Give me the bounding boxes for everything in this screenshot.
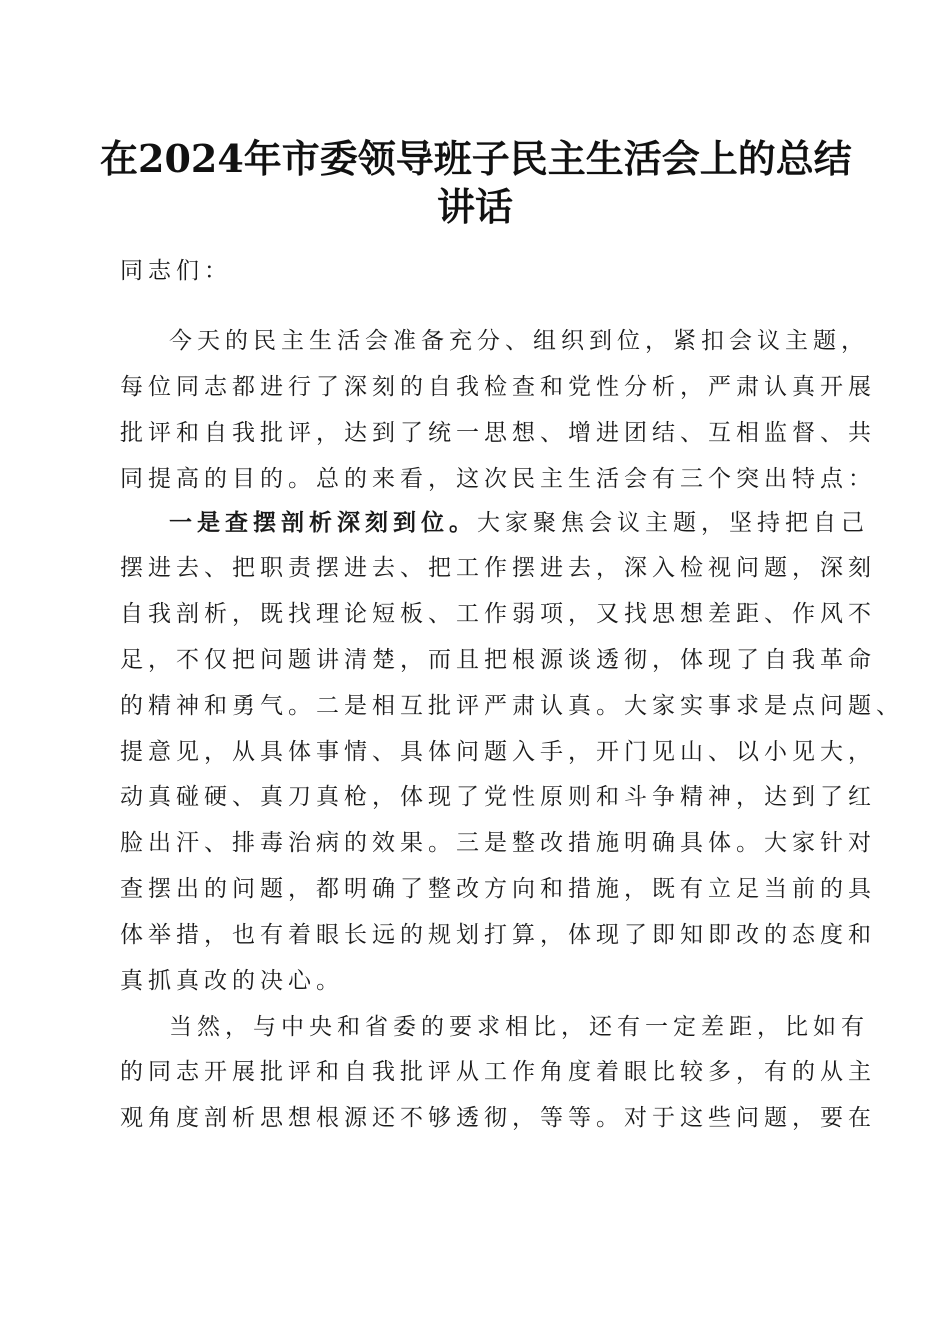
- paragraph-2-line: 大家聚焦会议主题，坚持把自己: [477, 510, 869, 536]
- paragraph-1-line: 今天的民主生活会准备充分、组织到位，紧扣会议主题，: [169, 328, 869, 354]
- paragraph-2-line: 提意见，从具体事情、具体问题入手，开门见山、以小见大，: [120, 739, 876, 765]
- paragraph-3-line: 当然，与中央和省委的要求相比，还有一定差距，比如有: [169, 1014, 869, 1040]
- paragraph-2-line: 脸出汗、排毒治病的效果。三是整改措施明确具体。大家针对: [120, 830, 876, 856]
- paragraph-3-line: 的同志开展批评和自我批评从工作角度着眼比较多，有的从主: [120, 1059, 876, 1085]
- paragraph-2-line: 的精神和勇气。二是相互批评严肃认真。大家实事求是点问题、: [120, 693, 904, 719]
- salutation: 同志们：: [120, 258, 232, 284]
- paragraph-1-line: 批评和自我批评，达到了统一思想、增进团结、互相监督、共: [120, 420, 876, 446]
- paragraph-2-line: 摆进去、把职责摆进去、把工作摆进去，深入检视问题，深刻: [120, 555, 876, 581]
- document-title-line-1: 在2024年市委领导班子民主生活会上的总结: [100, 136, 852, 181]
- paragraph-2-first-line: [169, 508, 869, 538]
- paragraph-2-line: 动真碰硬、真刀真枪，体现了党性原则和斗争精神，达到了红: [120, 784, 876, 810]
- paragraph-2-line: 自我剖析，既找理论短板、工作弱项，又找思想差距、作风不: [120, 601, 876, 627]
- document-title-line-2: 讲话: [436, 184, 513, 229]
- paragraph-2-line: 足，不仅把问题讲清楚，而且把根源谈透彻，体现了自我革命: [120, 647, 876, 673]
- paragraph-1-line: 同提高的目的。总的来看，这次民主生活会有三个突出特点：: [120, 466, 876, 492]
- paragraph-2-line: 体举措，也有着眼长远的规划打算，体现了即知即改的态度和: [120, 922, 876, 948]
- paragraph-2-line: 查摆出的问题，都明确了整改方向和措施，既有立足当前的具: [120, 876, 876, 902]
- paragraph-2-heading: 一是查摆剖析深刻到位。: [169, 509, 477, 536]
- paragraph-2-line: 真抓真改的决心。: [120, 968, 344, 994]
- paragraph-3-line: 观角度剖析思想根源还不够透彻，等等。对于这些问题，要在: [120, 1105, 876, 1131]
- paragraph-1-line: 每位同志都进行了深刻的自我检查和党性分析，严肃认真开展: [120, 374, 876, 400]
